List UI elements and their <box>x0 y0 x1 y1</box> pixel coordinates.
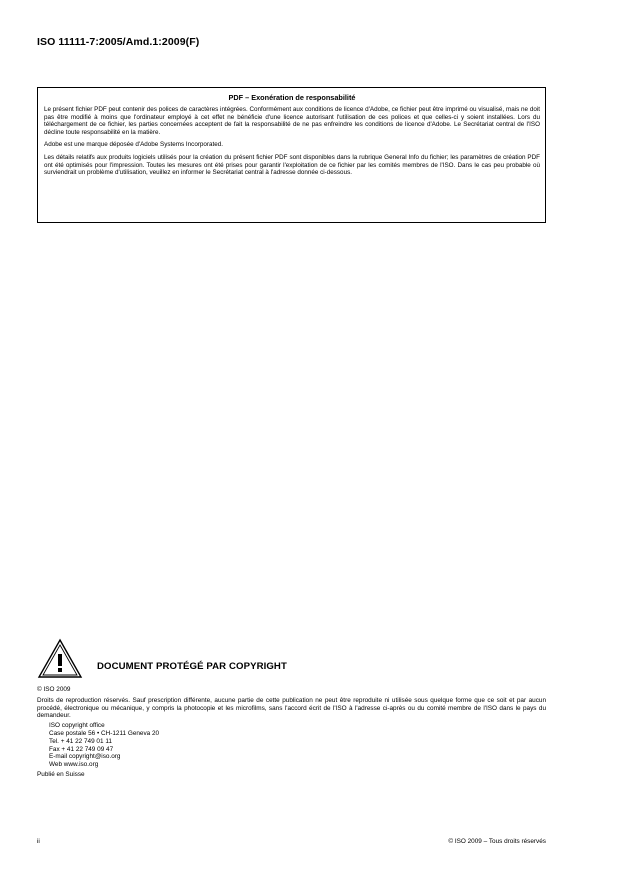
disclaimer-title: PDF – Exonération de responsabilité <box>228 93 356 102</box>
address-email: E-mail copyright@iso.org <box>49 753 121 761</box>
address-line: Case postale 56 • CH-1211 Geneva 20 <box>49 729 160 737</box>
iso-copyright-office-address <box>37 722 546 769</box>
warning-icon <box>37 637 83 679</box>
reproduction-rights-text: Droits de reproduction réservés. Sauf prescription différente, aucune partie de cette publication ne peut être reproduite ni utilisée sous quelque forme que ce soit et par aucun procédé, électronique ou mécanique, y compris la photocopie et les microfilms, sans l'accord écrit de l'ISO à l'adresse ci-après ou du comité membre de l'ISO dans le pays du demandeur. <box>37 696 546 720</box>
document-reference-title: ISO 11111-7:2005/Amd.1:2009(F) <box>37 36 200 48</box>
address-phone: Tel. + 41 22 749 01 11 <box>49 737 112 745</box>
pdf-disclaimer-box <box>37 87 546 223</box>
address-fax: Fax + 41 22 749 09 47 <box>49 745 114 753</box>
address-line: ISO copyright office <box>49 722 105 730</box>
disclaimer-paragraph-trademark: Adobe est une marque déposée d'Adobe Systems Incorporated. <box>44 141 224 149</box>
footer-copyright: © ISO 2009 – Tous droits réservés <box>448 838 546 845</box>
copyright-heading: DOCUMENT PROTÉGÉ PAR COPYRIGHT <box>97 661 287 672</box>
disclaimer-paragraph-software: Les détails relatifs aux produits logiciels utilisés pour la création du présent fichier PDF sont disponibles dans la rubrique General Info du fichier; les paramètres de création PDF ont été optimisés pour l'impression. Toutes les mesures ont été prises pour garantir l'exploitation de ce fichier par les comités membres de l'ISO. Dans le cas peu probable où surviendrait un problème d'utilisation, veuillez en informer le Secrétariat central à l'adresse donnée ci-dessous. <box>44 153 540 177</box>
address-web: Web www.iso.org <box>49 761 99 769</box>
disclaimer-paragraph-fonts: Le présent fichier PDF peut contenir des polices de caractères intégrées. Conformément aux conditions de licence d'Adobe, ce fichier peut être imprimé ou visualisé, mais ne doit pas être modifié à moins que l'ordinateur employé à cet effet ne bénéficie d'une licence autorisant l'utilisation de ces polices et que celles-ci y soient installées. Lors du téléchargement de ce fichier, les parties concernées acceptent de fait la responsabilité de ne pas enfreindre les conditions de licence d'Adobe. Le Secrétariat central de l'ISO décline toute responsabilité en la matière. <box>44 106 540 136</box>
copyright-year: © ISO 2009 <box>37 686 71 693</box>
copyright-section <box>37 637 546 779</box>
published-in: Publié en Suisse <box>37 770 85 778</box>
page-number: ii <box>37 838 40 845</box>
